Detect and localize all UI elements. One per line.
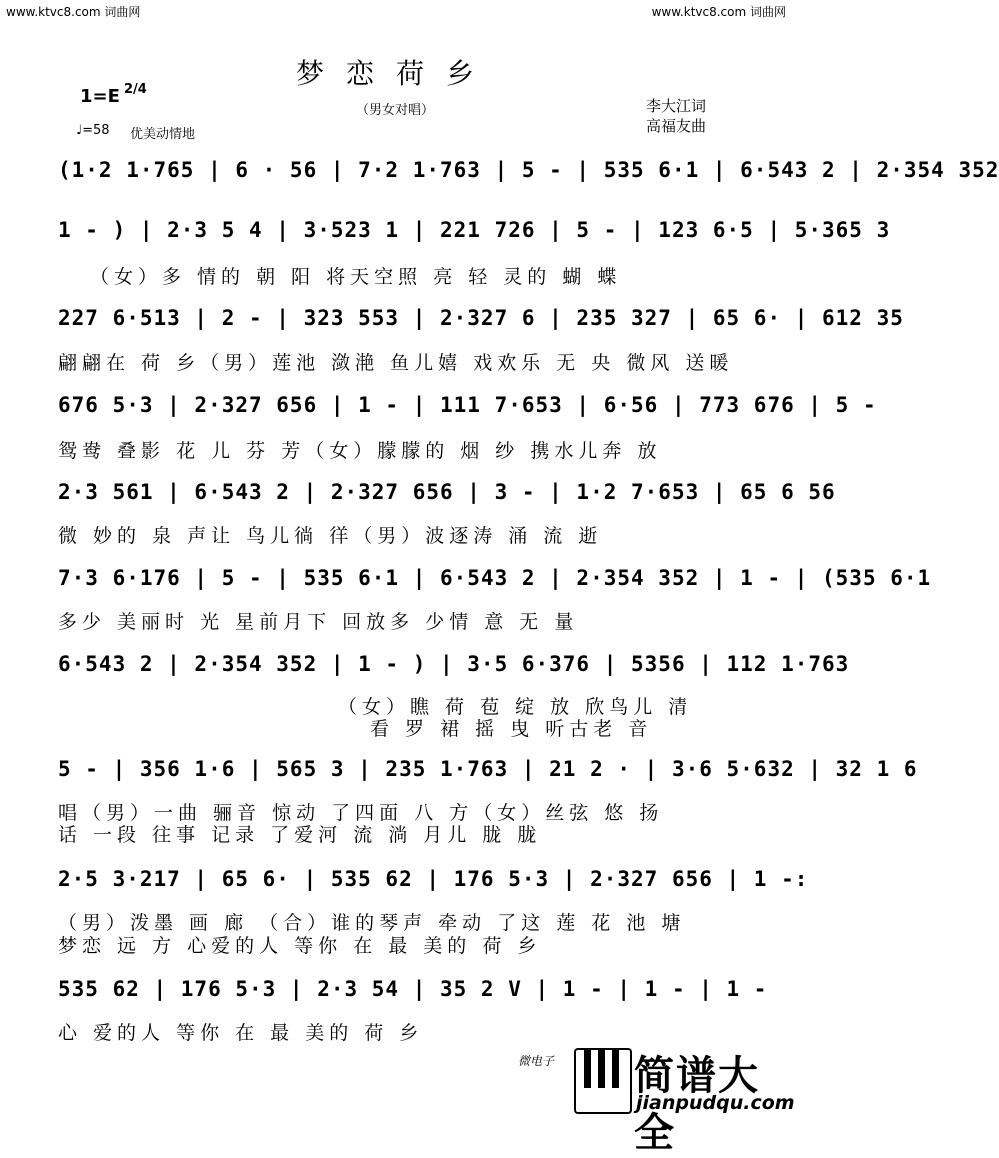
expression-mark: 优美动情地: [130, 127, 196, 142]
score-row-4: 676 5·3 | 2·327 656 | 1 - | 111 7·653 | 6·56 | 773 676 | 5 -: [58, 393, 877, 417]
score-row-8: 5 - | 356 1·6 | 565 3 | 235 1·763 | 21 2 · | 3·6 5·632 | 32 1 6: [58, 757, 918, 781]
lyric-row-7b: 看 罗 裙 摇 曳 听古老 音: [370, 718, 653, 740]
tempo-mark: ♩=58: [76, 123, 110, 138]
lyric-row-3: 翩翩在 荷 乡（男）莲池 潋滟 鱼儿嬉 戏欢乐 无 央 微风 送暖: [58, 352, 734, 374]
key-signature: 1=E: [80, 86, 120, 107]
score-row-5: 2·3 561 | 6·543 2 | 2·327 656 | 3 - | 1·2 7·653 | 65 6 56: [58, 480, 836, 504]
lyric-row-6: 多少 美丽时 光 星前月下 回放多 少情 意 无 量: [58, 611, 579, 633]
lyric-row-8b: 话 一段 往事 记录 了爱河 流 淌 月儿 胧 胧: [58, 824, 542, 846]
subtitle: （男女对唱）: [356, 103, 435, 118]
site-logo: [574, 1046, 795, 1156]
song-title: 梦恋荷乡: [295, 57, 496, 90]
score-row-2: 1 - ) | 2·3 5 4 | 3·523 1 | 221 726 | 5 - | 123 6·5 | 5·365 3: [58, 218, 891, 242]
lyric-row-9b: 梦恋 远 方 心爱的人 等你 在 最 美的 荷 乡: [58, 935, 542, 957]
score-row-6: 7·3 6·176 | 5 - | 535 6·1 | 6·543 2 | 2·354 352 | 1 - | (535 6·1: [58, 566, 932, 590]
lyric-row-2: （女）多 情的 朝 阳 将天空照 亮 轻 灵的 蝴 蝶: [90, 266, 622, 288]
logo-url: jianpudqu.com: [636, 1092, 795, 1114]
lyric-row-4: 鸳鸯 叠影 花 儿 芬 芳（女）朦朦的 烟 纱 携水儿奔 放: [58, 440, 662, 462]
score-row-10: 535 62 | 176 5·3 | 2·3 54 | 35 2 V | 1 - | 1 - | 1 -: [58, 977, 768, 1001]
composer: 高福友曲: [646, 117, 707, 135]
score-row-3: 227 6·513 | 2 - | 323 553 | 2·327 6 | 235 327 | 65 6· | 612 35: [58, 306, 904, 330]
score-row-7: 6·543 2 | 2·354 352 | 1 - ) | 3·5 6·376 | 5356 | 112 1·763: [58, 652, 850, 676]
arranger-signature: 微电子: [518, 1054, 555, 1068]
score-row-9: 2·5 3·217 | 65 6· | 535 62 | 176 5·3 | 2·327 656 | 1 -:: [58, 867, 809, 891]
site-watermark-left: www.ktvc8.com 词曲网: [6, 5, 141, 19]
score-row-1: (1·2 1·765 | 6 · 56 | 7·2 1·763 | 5 - | 535 6·1 | 6·543 2 | 2·354 352: [58, 158, 999, 182]
logo-text: 简谱大全: [634, 1053, 760, 1156]
lyric-row-5: 微 妙的 泉 声让 鸟儿徜 徉（男）波逐涛 涌 流 逝: [58, 525, 603, 547]
time-signature: 2/4: [124, 82, 147, 97]
site-watermark-right: www.ktvc8.com 词曲网: [651, 5, 786, 19]
lyric-row-8a: 唱（男）一曲 骊音 惊动 了四面 八 方（女）丝弦 悠 扬: [58, 802, 664, 824]
lyricist: 李大江词: [646, 97, 707, 115]
lyric-row-10: 心 爱的人 等你 在 最 美的 荷 乡: [58, 1022, 424, 1044]
piano-icon: [574, 1048, 632, 1114]
lyric-row-7a: （女）瞧 荷 苞 绽 放 欣鸟儿 清: [338, 696, 693, 718]
lyric-row-9a: （男）泼墨 画 廊 （合）谁的琴声 牵动 了这 莲 花 池 塘: [58, 912, 686, 934]
